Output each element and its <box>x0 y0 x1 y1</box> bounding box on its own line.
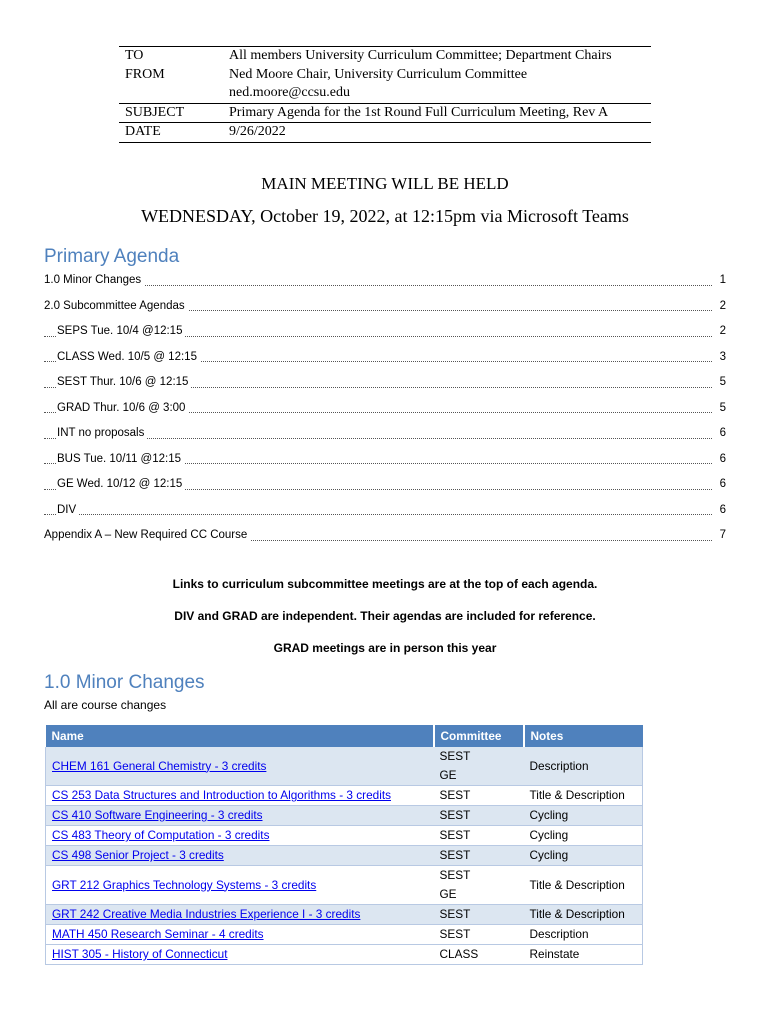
committee-value: SEST <box>439 868 471 882</box>
committee-cell: SEST <box>434 905 524 925</box>
table-row <box>46 806 643 826</box>
committee-cell: SEST <box>434 846 524 866</box>
table-row <box>46 866 643 905</box>
toc-entry-page: 6 <box>717 498 726 524</box>
table-row <box>46 846 643 866</box>
table-row <box>46 747 643 786</box>
table-header-row <box>46 725 643 747</box>
toc-entry[interactable] <box>44 447 726 473</box>
notes-cell: Cycling <box>524 806 643 826</box>
toc-entry-text: INT no proposals <box>57 427 147 439</box>
toc-entry-text: DIV <box>57 504 79 516</box>
memo-email-row <box>119 84 651 104</box>
course-link[interactable]: GRT 212 Graphics Technology Systems - 3 credits <box>46 866 434 905</box>
memo-date-row <box>119 123 651 142</box>
toc-entry-page: 3 <box>717 345 726 371</box>
table-row <box>46 925 643 945</box>
toc-entry-page: 7 <box>717 523 726 549</box>
minor-changes-heading: 1.0 Minor Changes <box>44 672 205 693</box>
table-row <box>46 945 643 965</box>
memo-to-row <box>119 47 651 66</box>
toc-entry[interactable] <box>44 294 726 320</box>
committee-cell: SEST <box>434 786 524 806</box>
toc-entry[interactable] <box>44 498 726 524</box>
toc-entry-page: 1 <box>717 268 726 294</box>
toc-entry-text: BUS Tue. 10/11 @12:15 <box>57 453 184 465</box>
memo-from-row <box>119 66 651 85</box>
toc-entry-page: 5 <box>717 396 726 422</box>
table-row <box>46 826 643 846</box>
note-grad-in-person: GRAD meetings are in person this year <box>273 641 497 655</box>
course-link[interactable]: CS 483 Theory of Computation - 3 credits <box>46 826 434 846</box>
notes-cell: Description <box>524 747 643 786</box>
course-link[interactable]: CS 498 Senior Project - 3 credits <box>46 846 434 866</box>
toc-entry-text: 2.0 Subcommittee Agendas <box>44 300 188 312</box>
committee-value-2: GE <box>439 887 457 901</box>
memo-subject-value: Primary Agenda for the 1st Round Full Curriculum Meeting, Rev A <box>229 104 609 120</box>
memo-from-value: Ned Moore Chair, University Curriculum Committee <box>229 66 528 82</box>
toc-entry-text: CLASS Wed. 10/5 @ 12:15 <box>57 351 200 363</box>
toc-entry-text: Appendix A – New Required CC Course <box>44 529 250 541</box>
notes-cell: Title & Description <box>524 866 643 905</box>
notes-cell: Description <box>524 925 643 945</box>
toc-entry-text: SEST Thur. 10/6 @ 12:15 <box>57 376 191 388</box>
committee-cell: CLASS <box>434 945 524 965</box>
column-header-name: Name <box>46 725 434 747</box>
toc-entry[interactable] <box>44 472 726 498</box>
memo-date-value: 9/26/2022 <box>229 124 286 139</box>
committee-cell: SEST <box>434 925 524 945</box>
committee-cell: SEST <box>434 826 524 846</box>
toc-entry-page: 2 <box>717 319 726 345</box>
minor-changes-table <box>45 725 643 965</box>
memo-from-label: FROM <box>125 66 165 82</box>
memo-subject-label: SUBJECT <box>125 104 185 120</box>
notes-cell: Cycling <box>524 826 643 846</box>
course-link[interactable]: HIST 305 - History of Connecticut <box>46 945 434 965</box>
toc-entry[interactable] <box>44 319 726 345</box>
course-link[interactable]: CS 253 Data Structures and Introduction to Algorithms - 3 credits <box>46 786 434 806</box>
toc-entry[interactable] <box>44 421 726 447</box>
memo-date-label: DATE <box>125 124 161 139</box>
course-link[interactable]: CS 410 Software Engineering - 3 credits <box>46 806 434 826</box>
committee-value: SEST <box>439 749 471 763</box>
memo-to-value: All members University Curriculum Committee; Department Chairs <box>229 48 612 63</box>
note-links: Links to curriculum subcommittee meetings are at the top of each agenda. <box>172 577 598 591</box>
committee-cell <box>434 866 524 905</box>
committee-value-2: GE <box>439 768 457 782</box>
toc-entry-page: 6 <box>717 472 726 498</box>
course-link[interactable]: GRT 242 Creative Media Industries Experience I - 3 credits <box>46 905 434 925</box>
notes-cell: Title & Description <box>524 786 643 806</box>
toc-entry-text: SEPS Tue. 10/4 @12:15 <box>57 325 185 337</box>
toc-entry-text: 1.0 Minor Changes <box>44 274 144 286</box>
minor-changes-subtext: All are course changes <box>44 698 167 712</box>
notes-cell: Reinstate <box>524 945 643 965</box>
toc-entry[interactable] <box>44 523 726 549</box>
memo-header <box>119 46 651 143</box>
column-header-notes: Notes <box>524 725 643 747</box>
committee-cell: SEST <box>434 806 524 826</box>
memo-subject-row <box>119 104 651 124</box>
memo-email: ned.moore@ccsu.edu <box>229 85 350 100</box>
meeting-datetime: WEDNESDAY, October 19, 2022, at 12:15pm via Microsoft Teams <box>141 206 629 226</box>
column-header-committee: Committee <box>434 725 524 747</box>
toc-entry-page: 2 <box>717 294 726 320</box>
memo-to-label: TO <box>125 48 144 63</box>
table-row <box>46 786 643 806</box>
memo-empty-label <box>119 84 229 103</box>
meeting-announcement: MAIN MEETING WILL BE HELD <box>261 174 509 193</box>
toc-entry-page: 5 <box>717 370 726 396</box>
table-of-contents <box>44 268 726 549</box>
table-row <box>46 905 643 925</box>
course-link[interactable]: MATH 450 Research Seminar - 4 credits <box>46 925 434 945</box>
toc-entry[interactable] <box>44 268 726 294</box>
note-independent: DIV and GRAD are independent. Their agendas are included for reference. <box>174 609 596 623</box>
toc-entry-page: 6 <box>717 421 726 447</box>
notes-cell: Title & Description <box>524 905 643 925</box>
toc-entry[interactable] <box>44 345 726 371</box>
course-link[interactable]: CHEM 161 General Chemistry - 3 credits <box>46 747 434 786</box>
committee-cell <box>434 747 524 786</box>
toc-entry[interactable] <box>44 370 726 396</box>
toc-entry-page: 6 <box>717 447 726 473</box>
toc-entry-text: GE Wed. 10/12 @ 12:15 <box>57 478 185 490</box>
toc-entry-text: GRAD Thur. 10/6 @ 3:00 <box>57 402 188 414</box>
notes-cell: Cycling <box>524 846 643 866</box>
toc-entry[interactable] <box>44 396 726 422</box>
primary-agenda-heading: Primary Agenda <box>44 246 180 267</box>
